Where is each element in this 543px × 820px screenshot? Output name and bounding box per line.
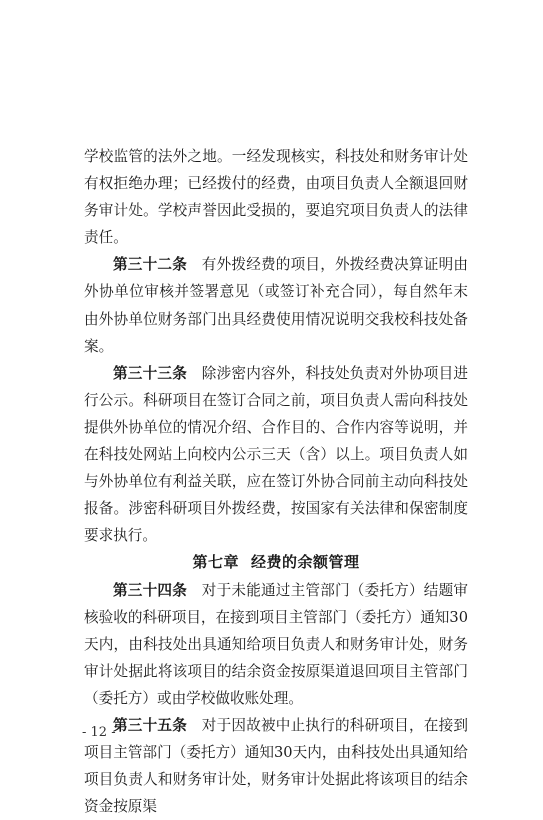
- paragraph-text: 学校监管的法外之地。一经发现核实，科技处和财务审计处有权拒绝办理；已经拨付的经费，由项目负责人全额退回财务审计处。学校声誉因此受损的，要追究项目负责人的法律责任。: [84, 148, 468, 247]
- chapter-number: 第七章: [192, 553, 239, 572]
- article-heading: 第三十四条: [113, 581, 187, 599]
- article-32: [84, 251, 468, 359]
- paragraph-text: 对于因故被中止执行的科研项目，在接到项目主管部门（委托方）通知30天内，由科技处出具通知给项目负责人和财务审计处，财务审计处据此将该项目的结余资金按原渠: [84, 716, 468, 816]
- chapter-heading: [84, 549, 468, 576]
- paragraph-text: 有外拨经费的项目，外拨经费决算证明由外协单位审核并签署意见（或签订补充合同），每自然年末由外协单位财务部门出具经费使用情况说明交我校科技处备案。: [84, 256, 468, 355]
- chapter-title: 经费的余额管理: [251, 553, 360, 572]
- page-number: - 12 -: [82, 725, 116, 740]
- article-34: [84, 577, 468, 712]
- paragraph-continuation: [84, 143, 468, 251]
- article-heading: 第三十三条: [113, 364, 187, 382]
- article-35: [84, 712, 468, 820]
- paragraph-text: 除涉密内容外，科技处负责对外协项目进行公示。科研项目在签订合同之前，项目负责人需向科技处提供外协单位的情况介绍、合作目的、合作内容等说明，并在科技处网站上向校内公示三天（含）以上。项目负责人如与外协单位有利益关联，应在签订外协合同前主动向科技处报备。涉密科研项目外拨经费，按国家有关法律和保密制度要求执行。: [84, 364, 468, 545]
- article-33: [84, 360, 468, 550]
- body-text: [84, 143, 468, 820]
- article-heading: 第三十二条: [113, 256, 187, 274]
- article-heading: 第三十五条: [113, 716, 187, 734]
- paragraph-text: 对于未能通过主管部门（委托方）结题审核验收的科研项目，在接到项目主管部门（委托方）通知30天内，由科技处出具通知给项目负责人和财务审计处，财务审计处据此将该项目的结余资金按原渠道退回项目主管部门（委托方）或由学校做收账处理。: [84, 581, 468, 707]
